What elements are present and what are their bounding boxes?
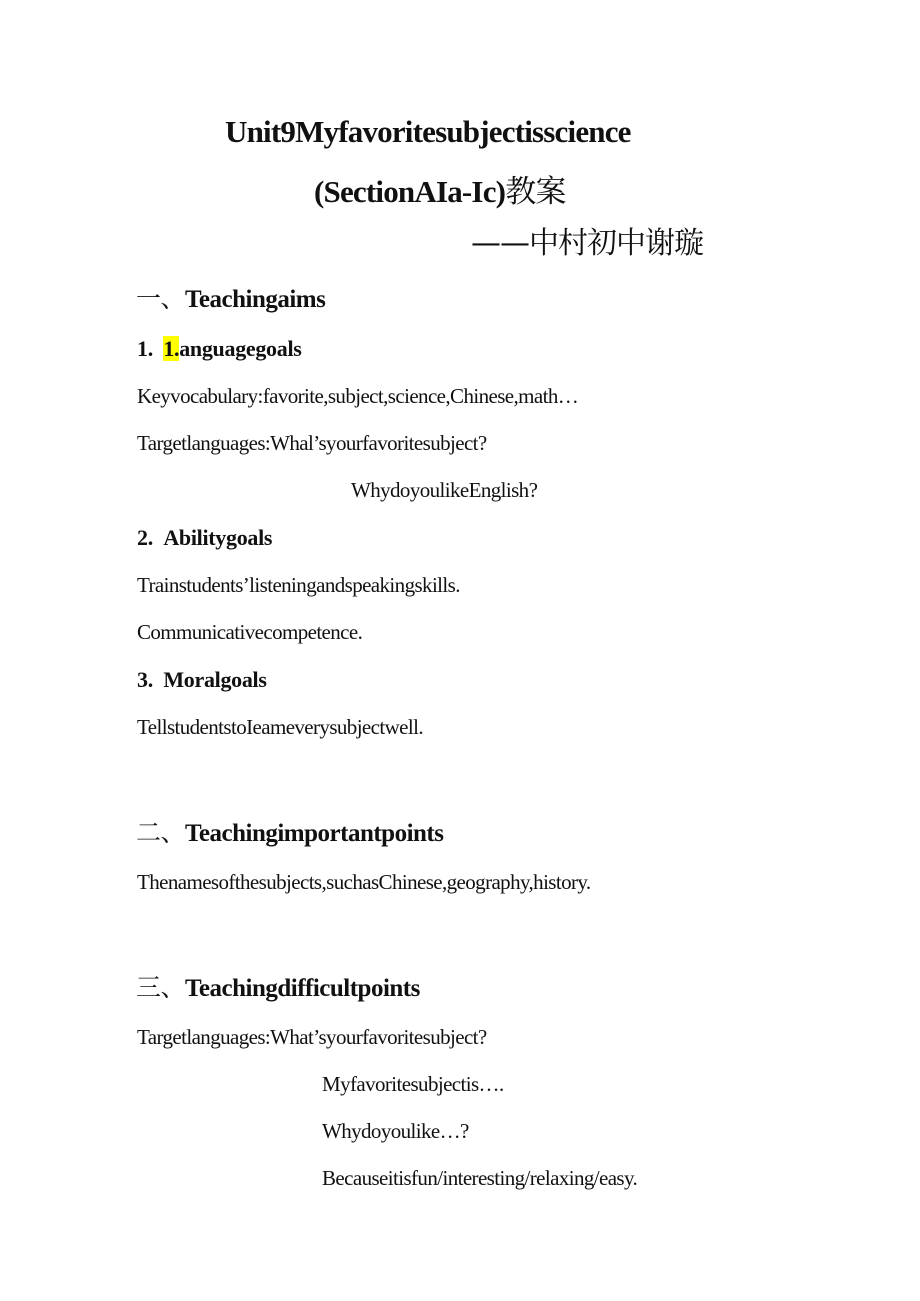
section-3-title: Teachingdifficultpoints bbox=[185, 975, 420, 1002]
ability-goal-1: Trainstudents’listeningandspeakingskills. bbox=[137, 573, 460, 597]
important-points-text: Thenamesofthesubjects,suchasChinese,geography,history. bbox=[137, 870, 591, 894]
ability-goal-2: Communicativecompetence. bbox=[137, 620, 363, 644]
item-3-label: Moralgoals bbox=[163, 667, 267, 692]
section-2-title: Teachingimportantpoints bbox=[185, 820, 444, 847]
item-1-highlight: 1. bbox=[163, 336, 180, 361]
item-3-number: 3. bbox=[137, 667, 153, 692]
title-section-code: (SectionAIa-Ic) bbox=[314, 174, 506, 209]
item-2-heading bbox=[137, 525, 272, 551]
section-2-heading bbox=[136, 813, 443, 849]
item-1-label: anguagegoals bbox=[179, 336, 302, 361]
moral-goal: TellstudentstoIeameverysubjectwell. bbox=[137, 715, 424, 739]
section-2-number: 二、 bbox=[136, 818, 186, 847]
section-3-number: 三、 bbox=[136, 973, 186, 1002]
section-3-heading bbox=[136, 968, 420, 1004]
author-line: ——中村初中谢璇 bbox=[471, 226, 703, 261]
section-1-number: 一、 bbox=[136, 284, 186, 313]
title-lesson-plan: 教案 bbox=[505, 174, 566, 210]
difficult-points-line-2: Myfavoritesubjectis…. bbox=[322, 1072, 504, 1096]
item-1-number: 1. bbox=[137, 336, 153, 361]
item-2-number: 2. bbox=[137, 525, 153, 550]
title-line-2 bbox=[314, 166, 566, 211]
section-1-title: Teachingaims bbox=[185, 286, 326, 313]
target-language-line-1: Targetlanguages:Whal’syourfavoritesubject? bbox=[137, 431, 487, 455]
difficult-points-line-4: Becauseitisfun/interesting/relaxing/easy. bbox=[322, 1166, 638, 1190]
target-language-line-2: WhydoyoulikeEnglish? bbox=[351, 478, 538, 502]
difficult-points-line-1: Targetlanguages:What’syourfavoritesubject? bbox=[137, 1025, 487, 1049]
item-2-label: Abilitygoals bbox=[163, 525, 273, 550]
item-3-heading bbox=[137, 667, 267, 693]
difficult-points-line-3: Whydoyoulike…? bbox=[322, 1119, 469, 1143]
title-line-1: Unit9Myfavoritesubjectisscience bbox=[225, 114, 631, 149]
key-vocabulary: Keyvocabulary:favorite,subject,science,Chinese,math… bbox=[137, 384, 579, 408]
item-1-heading bbox=[137, 336, 302, 362]
section-1-heading bbox=[136, 279, 325, 315]
